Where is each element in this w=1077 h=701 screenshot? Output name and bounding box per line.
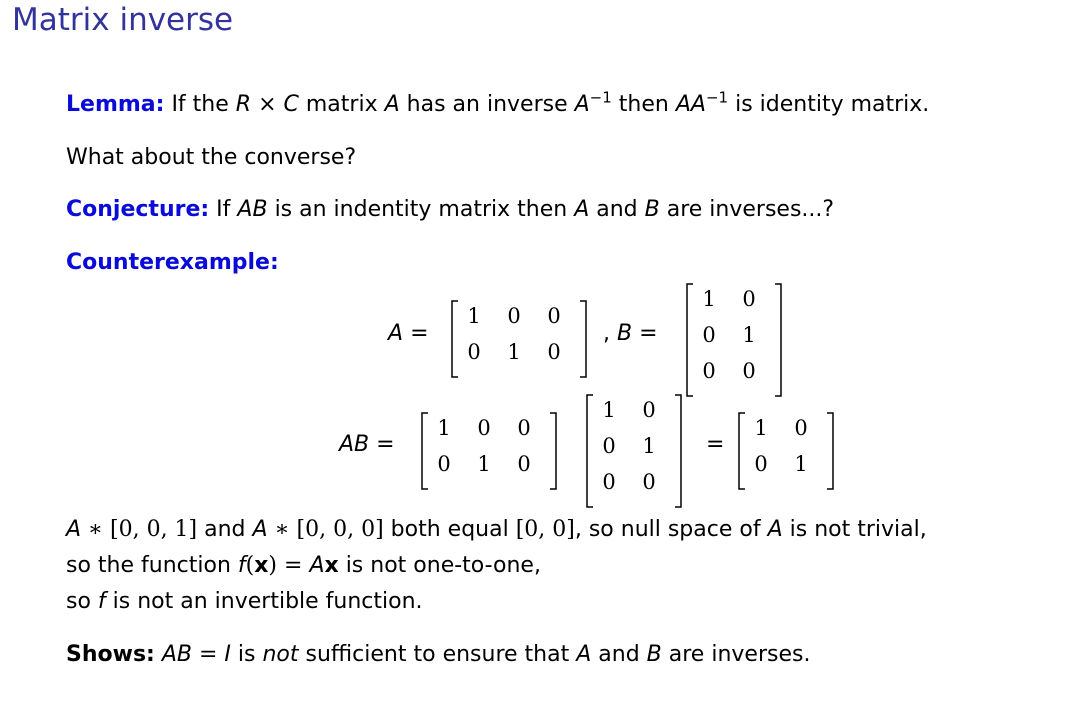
eq2-matrix-A-cell: 1	[437, 416, 451, 440]
eq2-matrix-A-cell: 0	[517, 452, 531, 476]
lemma-A: A	[384, 92, 400, 117]
eq1-matrix-A-cell: 0	[467, 340, 481, 364]
eq2-matrix-I-cell: 1	[754, 416, 768, 440]
conjecture-text-2: is an indentity matrix then	[274, 197, 568, 222]
eq2-matrix-A-cell: 1	[477, 452, 491, 476]
lemma-label: Lemma:	[66, 92, 165, 117]
eq1-matrix-B-cell: 0	[742, 287, 756, 311]
eq2-matrix-A-cell: 0	[477, 416, 491, 440]
eq2-matrix-A-cell: 0	[517, 416, 531, 440]
null-space-line-1: A ∗ [0, 0, 1] and A ∗ [0, 0, 0] both equal [0, 0], so null space of A is not trivial,	[66, 517, 927, 542]
null-space-line-2: so the function f(x) = Ax is not one-to-one,	[66, 553, 541, 578]
lemma-inv-exp-2: −1	[705, 88, 729, 107]
eq1-matrix-B-cell: 0	[742, 359, 756, 383]
conjecture-B: B	[644, 197, 660, 222]
eq1-matrix-B-cell: 0	[702, 323, 716, 347]
eq1-matrix-A-cell: 0	[507, 304, 521, 328]
eq2-matrix-A-left-bracket	[422, 413, 428, 489]
eq2-matrix-B-cell: 0	[602, 470, 616, 494]
counterexample-label: Counterexample:	[66, 250, 279, 275]
eq1-matrix-A	[450, 300, 588, 378]
eq1-matrix-B-cell: 1	[742, 323, 756, 347]
eq1-matrix-A-cell: 0	[547, 340, 561, 364]
conjecture-A: A	[574, 197, 590, 222]
eq2-matrix-B-cell: 0	[642, 470, 656, 494]
lemma-paragraph	[66, 88, 930, 117]
eq2-matrix-B-left-bracket	[587, 395, 593, 507]
eq1-matrix-A-left-bracket	[452, 301, 458, 377]
eq2-AB-label: AB =	[339, 432, 395, 457]
converse-question: What about the converse?	[66, 145, 357, 170]
eq1-matrix-B-cell: 0	[702, 359, 716, 383]
eq1-matrix-A-cell: 1	[507, 340, 521, 364]
lemma-times: ×	[251, 92, 284, 117]
eq1-matrix-B-left-bracket	[687, 284, 693, 396]
eq1-matrix-B	[685, 283, 783, 397]
eq2-matrix-I-left-bracket	[739, 413, 745, 489]
eq2-matrix-A	[420, 412, 558, 490]
eq2-matrix-I-right-bracket	[827, 413, 833, 489]
lemma-AA: AA	[675, 92, 706, 117]
eq2-matrix-I	[737, 412, 835, 490]
lemma-inv-exp: −1	[589, 88, 612, 107]
eq1-matrix-B-cell: 1	[702, 287, 716, 311]
eq2-equals: =	[706, 432, 725, 457]
lemma-text-1: If the	[171, 92, 229, 117]
conjecture-AB: AB	[237, 197, 268, 222]
eq2-matrix-B-cell: 1	[602, 398, 616, 422]
conjecture-text-3: and	[596, 197, 638, 222]
eq1-matrix-A-cell: 1	[467, 304, 481, 328]
conjecture-text-1: If	[216, 197, 231, 222]
conjecture-paragraph	[66, 197, 834, 222]
lemma-text-3: has an inverse	[406, 92, 568, 117]
eq2-matrix-I-cell: 0	[754, 452, 768, 476]
shows-label: Shows:	[66, 642, 155, 667]
lemma-Ainv: A	[574, 92, 590, 117]
shows-paragraph: Shows: AB = I is not sufficient to ensure that A and B are inverses.	[66, 642, 811, 667]
eq2-matrix-B-right-bracket	[675, 395, 681, 507]
null-space-line-3: so f is not an invertible function.	[66, 589, 423, 614]
eq1-A-label: A =	[388, 321, 429, 346]
lemma-R: R	[235, 92, 252, 117]
lemma-C: C	[283, 92, 299, 117]
lemma-text-4: then	[618, 92, 669, 117]
lemma-text-2: matrix	[305, 92, 378, 117]
eq2-matrix-B-cell: 0	[602, 434, 616, 458]
eq2-matrix-B-cell: 1	[642, 434, 656, 458]
eq2-matrix-B	[585, 394, 683, 508]
eq1-matrix-A-right-bracket	[580, 301, 586, 377]
slide-title: Matrix inverse	[12, 2, 234, 38]
eq1-matrix-B-right-bracket	[775, 284, 781, 396]
conjecture-text-4: are inverses...?	[666, 197, 835, 222]
eq2-matrix-I-cell: 1	[794, 452, 808, 476]
conjecture-label: Conjecture:	[66, 197, 210, 222]
eq2-matrix-B-cell: 0	[642, 398, 656, 422]
eq2-matrix-A-cell: 0	[437, 452, 451, 476]
lemma-text-5: is identity matrix.	[735, 92, 930, 117]
eq2-matrix-A-right-bracket	[550, 413, 556, 489]
eq1-B-label: , B =	[603, 321, 658, 346]
eq1-matrix-A-cell: 0	[547, 304, 561, 328]
eq2-matrix-I-cell: 0	[794, 416, 808, 440]
